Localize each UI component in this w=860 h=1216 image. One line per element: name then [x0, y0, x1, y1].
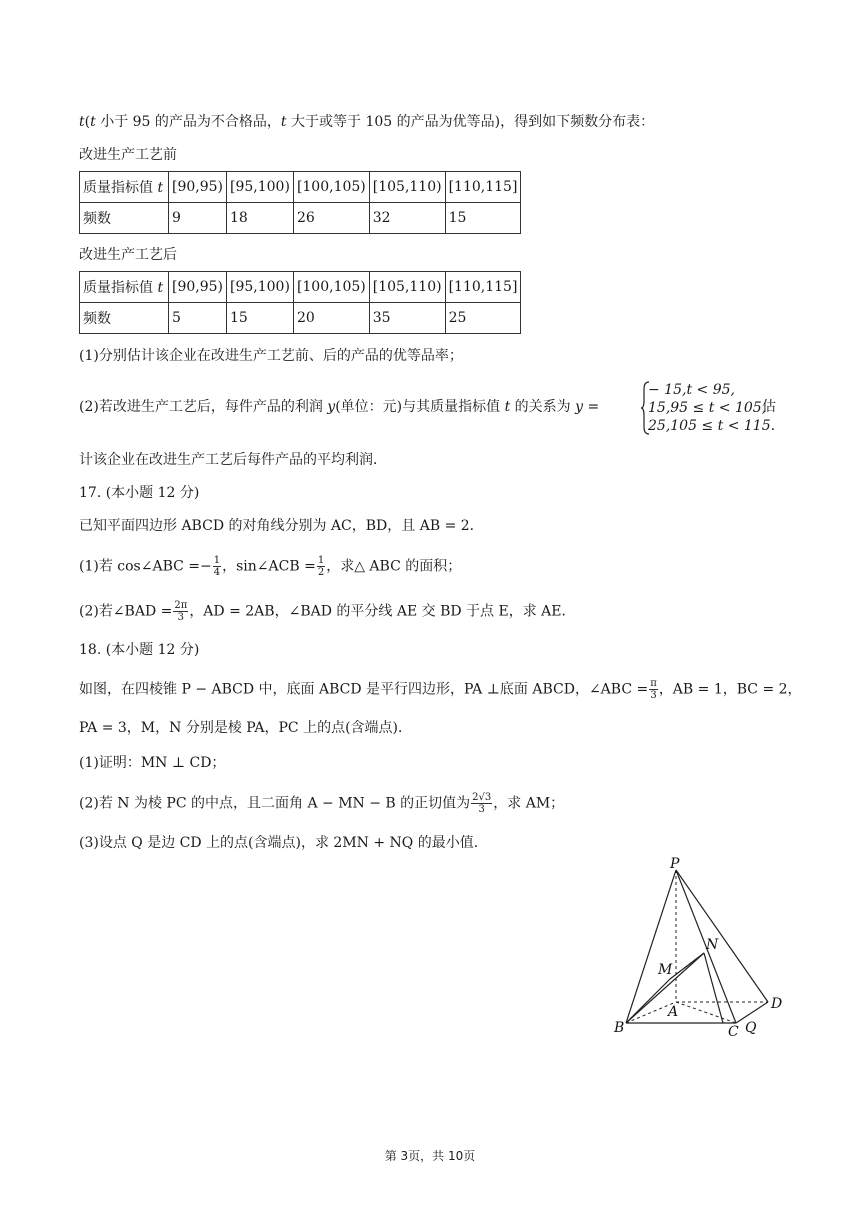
- interval-cell: [95,100): [227, 272, 294, 303]
- interval-cell: [100,105): [293, 272, 369, 303]
- fraction: $\frac{2\pi}{3}$: [174, 600, 188, 623]
- q16-part2-cont: 计该企业在改进生产工艺后每件产品的平均利润．: [79, 452, 387, 468]
- intro-line: [79, 112, 654, 132]
- fraction: $\frac{2√3}{3}$: [472, 792, 492, 815]
- interval-cell: [90,95): [169, 272, 227, 303]
- count-cell: 5: [169, 303, 227, 334]
- q18-stem-line2: PA = 3，M，N 分别是棱 PA，PC 上的点(含端点)．: [79, 720, 413, 736]
- frequency-table-after: [79, 271, 521, 334]
- count-cell: 32: [369, 203, 445, 234]
- table-before-caption: 改进生产工艺前: [79, 147, 177, 163]
- q17-part1: (1)若 cos∠ABC =− $\frac{1}{4}$ ，sin∠ACB = $\frac{1}{2}$ ，求△ ABC 的面积；: [79, 555, 462, 578]
- intro-text: (: [84, 114, 91, 130]
- count-cell: 35: [369, 303, 445, 334]
- interval-cell: [110,115]: [445, 272, 521, 303]
- interval-cell: [100,105): [293, 172, 369, 203]
- label-Q: Q: [745, 1020, 757, 1036]
- piecewise-case-2: 15,95 ≤ t < 105,: [648, 400, 767, 416]
- var-t: t: [90, 114, 96, 130]
- count-cell: 15: [445, 203, 521, 234]
- fraction: $\frac{\pi}{3}$: [650, 678, 657, 701]
- count-cell: 25: [445, 303, 521, 334]
- intro-text: 大于或等于 105 的产品为优等品)，得到如下频数分布表：: [286, 114, 655, 130]
- pyramid-figure: [610, 852, 790, 1042]
- q16-part1: (1)分别估计该企业在改进生产工艺前、后的产品的优等品率；: [79, 348, 463, 364]
- label-B: B: [614, 1020, 625, 1036]
- label-N: N: [706, 937, 719, 953]
- q18-part2: (2)若 N 为棱 PC 的中点，且二面角 A − MN − B 的正切值为 $\frac{2√3}{3}$ ，求 AM；: [79, 792, 565, 815]
- table-row: [80, 303, 521, 334]
- interval-cell: [110,115]: [445, 172, 521, 203]
- q18-part1: (1)证明：MN ⊥ CD；: [79, 755, 226, 771]
- label-P: P: [670, 856, 680, 872]
- row-label-cell: 频数: [80, 303, 169, 334]
- fraction: $\frac{1}{2}$: [317, 555, 325, 578]
- table-header-cell: 质量指标值 t: [80, 272, 169, 303]
- label-M: M: [658, 962, 673, 978]
- interval-cell: [105,110): [369, 272, 445, 303]
- q17-title: 17. (本小题 12 分): [79, 485, 200, 501]
- piecewise-case-3: 25,105 ≤ t < 115.: [648, 418, 776, 434]
- intro-text: 小于 95 的产品为不合格品，: [95, 114, 281, 130]
- count-cell: 26: [293, 203, 369, 234]
- interval-cell: [105,110): [369, 172, 445, 203]
- frequency-table-before: [79, 171, 521, 234]
- table-header-cell: 质量指标值 t: [80, 172, 169, 203]
- page-footer: 第 3页，共 10页: [384, 1149, 476, 1163]
- q18-stem-line1: 如图，在四棱锥 P − ABCD 中，底面 ABCD 是平行四边形，PA ⊥底面 ABCD，∠ABC = $\frac{\pi}{3}$ ，AB = 1，BC = 2，: [79, 678, 802, 701]
- interval-cell: [90,95): [169, 172, 227, 203]
- q17-part2: (2)若∠BAD = $\frac{2\pi}{3}$ ，AD = 2AB，∠BAD 的平分线 AE 交 BD 于点 E，求 AE．: [79, 600, 576, 623]
- count-cell: 18: [227, 203, 294, 234]
- count-cell: 15: [227, 303, 294, 334]
- fraction: $\frac{1}{4}$: [213, 555, 221, 578]
- count-cell: 20: [293, 303, 369, 334]
- q16-part2-tail: 估: [762, 399, 776, 415]
- label-C: C: [728, 1024, 739, 1040]
- label-A: A: [668, 1004, 679, 1020]
- table-row: [80, 203, 521, 234]
- label-D: D: [771, 996, 783, 1012]
- table-row: [80, 172, 521, 203]
- interval-cell: [95,100): [227, 172, 294, 203]
- q17-stem: 已知平面四边形 ABCD 的对角线分别为 AC，BD，且 AB = 2．: [79, 518, 484, 534]
- table-after-caption: 改进生产工艺后: [79, 247, 177, 263]
- q18-part3: (3)设点 Q 是边 CD 上的点(含端点)，求 2MN + NQ 的最小值．: [79, 835, 488, 851]
- count-cell: 9: [169, 203, 227, 234]
- q18-title: 18. (本小题 12 分): [79, 642, 200, 658]
- var-t: t: [280, 114, 287, 130]
- q16-part2: (2)若改进生产工艺后，每件产品的利润 y(单位：元)与其质量指标值 t 的关系为 y =: [79, 399, 600, 415]
- table-row: [80, 272, 521, 303]
- row-label-cell: 频数: [80, 203, 169, 234]
- var-t: t: [79, 114, 85, 130]
- piecewise-case-1: − 15,t < 95,: [648, 382, 735, 398]
